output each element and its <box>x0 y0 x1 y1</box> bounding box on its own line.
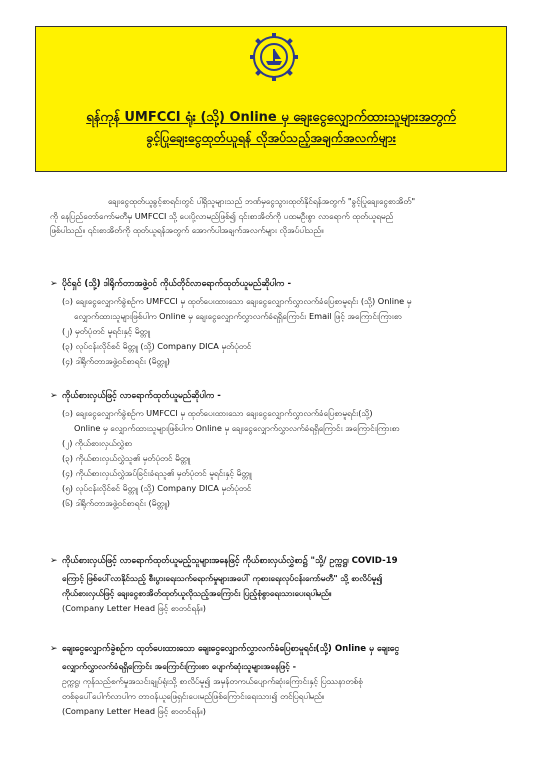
requirement-line: (Company Letter Head ဖြင့် စာတင်ရန်။) <box>62 706 206 716</box>
intro-paragraph <box>50 194 495 238</box>
section-heading: ➢ ကိုယ်စားလှယ်ဖြင့် လာရောက်ထုတ်ယူမည်ဆိုပါက - <box>50 391 221 401</box>
section-representative <box>50 391 500 511</box>
section-owner-director <box>50 279 500 369</box>
requirement-line: ကြောင့် ဖြစ်ပေါ်လာနိုင်သည့် စီးပွားရေးသက်ရောက်မှုများအပေါ် ကုစားရေးလုပ်ငန်းကော်မတီ" သို့ စာလိပ်မူ၍ <box>62 573 383 583</box>
umfcci-logo <box>250 33 298 81</box>
arrow-bullet-icon: ➢ <box>50 391 58 401</box>
requirement-line: ကိုယ်စားလှယ်ဖြင့် ချေးငွေစာအိတ်ထုတ်ယူလိုသည့်အကြောင်း ပြည့်စုံစွာရေးသားပေးရပါမည်။ <box>62 588 332 598</box>
title-line-2: ခွင့်ပြုချေးငွေထုတ်ယူရန် လိုအပ်သည့်အချက်အလက်များ <box>146 130 396 145</box>
requirement-line: (၁) ချေးငွေလျှောက်ခွဲစဉ်က UMFCCI မှ ထုတ်ပေးထားသော ချေးငွေလျှောက်လွှာလက်ခံပြေစာမူရင်း (သို့) Online မှ <box>62 296 412 306</box>
arrow-bullet-icon: ➢ <box>50 279 58 289</box>
requirement-line: Online မှ လျှောက်ထားသူများဖြစ်ပါက Online မှ ချေးငွေလျှောက်လွှာလက်ခံရရှိကြောင်း အကြောင်းကြားစာ <box>74 423 400 433</box>
intro-line: ဖြစ်ပါသည်။ ၎င်းစာအိတ်ကို ထုတ်ယူရန်အတွက် အောက်ပါအချက်အလက်များ လိုအပ်ပါသည်။ <box>50 225 324 235</box>
requirement-line: ဥက္ကဋ္ဌ၊ ကုန်သည်စက်မှုအသင်းချုပ်ရုံးသို့ စာလိပ်မူ၍ အမှန်တကယ်ပျောက်ဆုံးကြောင်းနှင့် ပြဿနာတစ်စုံ <box>62 676 363 686</box>
intro-line: ကို နေပြည်တော်ကော်မတီမှ UMFCCI သို့ ပေးပို့လာမည်ဖြစ်၍ ၎င်းစာအိတ်ကို ပထမဦးစွာ လာရောက် ထုတ်ယူရမည် <box>50 210 394 221</box>
requirement-line: (၅) လုပ်ငန်းလိုင်စင် မိတ္တူ (သို့) Company DICA မှတ်ပုံတင် <box>62 483 252 493</box>
requirement-line: လျှောက်ထားသူများဖြစ်ပါက Online မှ ချေးငွေလျှောက်လွှာလက်ခံရရှိကြောင်း Email ဖြင့် အကြောင်းကြားစာ <box>74 311 402 321</box>
section-heading: ➢ ပိုင်ရှင် (သို့) ဒါရိုက်တာအဖွဲ့ဝင် ကိုယ်တိုင်လာရောက်ထုတ်ယူမည်ဆိုပါက - <box>50 279 292 289</box>
requirement-line: (၃) ကိုယ်စားလှယ်လွှဲသူ၏ မှတ်ပုံတင် မိတ္တူ <box>62 453 191 463</box>
section-heading: ➢ ကိုယ်စားလှယ်ဖြင့် လာရောက်ထုတ်ယူမည့်သူများအနေဖြင့် ကိုယ်စားလှယ်လွှဲစာ၌ "သို့/ ဥက္ကဋ္ဌ၊ COVID-19 <box>50 556 398 566</box>
requirement-line: (၄) ကိုယ်စားလှယ်လွှဲအပ်ခြင်းခံရသူ၏ မှတ်ပုံတင် မူရင်းနှင့် မိတ္တူ <box>62 468 252 478</box>
requirement-line: (၂) ကိုယ်စားလှယ်လွှဲစာ <box>62 438 133 448</box>
requirement-line: (၁) ချေးငွေလျှောက်ခွဲစဉ်က UMFCCI မှ ထုတ်ပေးထားသော ချေးငွေလျှောက်လွှာလက်ခံပြေစာမူရင်း(သို့) <box>62 408 373 418</box>
arrow-bullet-icon: ➢ <box>50 556 58 566</box>
requirement-line: (၄) ဒါရိုက်တာအဖွဲ့ဝင်စာရင်း (မိတ္တူ) <box>62 356 170 366</box>
title-line-1: ရန်ကုန် UMFCCI ရုံး (သို့) Online မှ ချေးငွေလျှောက်ထားသူများအတွက် <box>86 110 456 125</box>
section-lost-receipt <box>50 644 500 719</box>
arrow-bullet-icon: ➢ <box>50 644 58 654</box>
requirement-line: (Company Letter Head ဖြင့် စာတင်ရန်။) <box>62 603 206 613</box>
title-banner <box>35 26 507 172</box>
requirement-line: (၃) လုပ်ငန်းလိုင်စင် မိတ္တူ (သို့) Company DICA မှတ်ပုံတင် <box>62 341 252 351</box>
intro-line: ချေးငွေထုတ်ယူခွင့်စာရင်းတွင် ပါရှိသူများသည် ဘဏ်မှငွေသွားထုတ်နိုင်ရန်အတွက် "ခွင့်ပြုချေးငွေစာအိတ်" <box>108 196 416 206</box>
section-representative-letter <box>50 556 500 616</box>
section-heading: ➢ ချေးငွေလျှောက်ခွဲစဉ်က ထုတ်ပေးထားသော ချေးငွေလျှောက်လွှာလက်ခံပြေစာမူရင်း(သို့) Online မှ ချေးငွေ <box>50 644 400 654</box>
requirement-line: လျှောက်လွှာလက်ခံရရှိကြောင်း အကြောင်းကြားစာ ပျောက်ဆုံးသူများအနေဖြင့် - <box>62 661 296 671</box>
requirement-line: (၆) ဒါရိုက်တာအဖွဲ့ဝင်စာရင်း (မိတ္တူ) <box>62 498 170 508</box>
requirement-line: (၂) မှတ်ပုံတင် မူရင်းနှင့် မိတ္တူ <box>62 326 150 336</box>
requirement-line: တစ်ခုပေါ်ပေါက်လာပါက တာဝန်ယူဖြေရှင်းပေးမည်ဖြစ်ကြောင်းရေးသား၍ တင်ပြရပါမည်။ <box>62 691 325 701</box>
